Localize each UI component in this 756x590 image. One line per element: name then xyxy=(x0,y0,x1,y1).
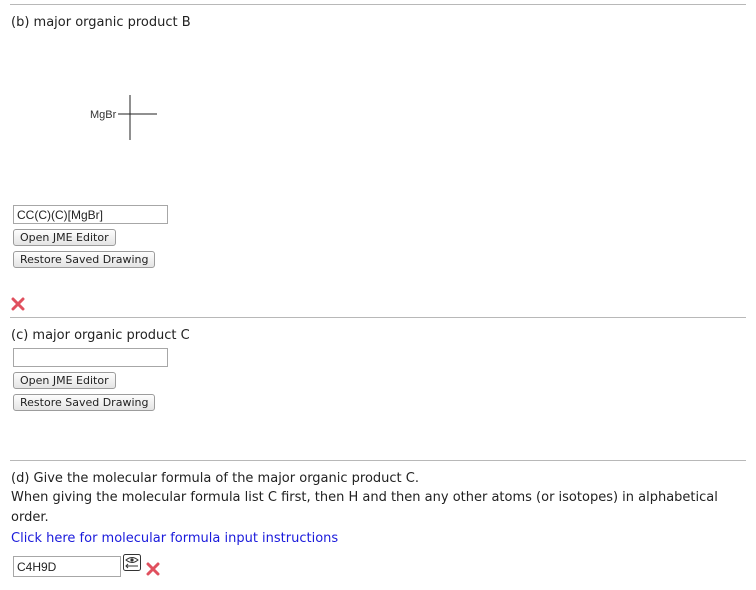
section-d-heading: (d) Give the molecular formula of the major organic product C. xyxy=(11,471,419,486)
red-x-icon xyxy=(146,562,160,576)
formula-help-link[interactable]: Click here for molecular formula input instructions xyxy=(11,531,339,546)
restore-saved-drawing-button-b[interactable]: Restore Saved Drawing xyxy=(13,251,155,268)
smiles-input-b[interactable] xyxy=(13,205,168,224)
molecule-drawing-b xyxy=(85,95,165,145)
smiles-input-c[interactable] xyxy=(13,348,168,367)
section-c-heading: (c) major organic product C xyxy=(11,328,190,343)
molecule-label-mgbr: MgBr xyxy=(90,109,117,121)
molecular-formula-input[interactable] xyxy=(13,556,121,577)
restore-saved-drawing-button-c[interactable]: Restore Saved Drawing xyxy=(13,394,155,411)
red-x-icon xyxy=(11,297,25,311)
eye-preview-icon[interactable] xyxy=(123,554,141,571)
section-d-divider xyxy=(10,460,746,461)
open-jme-editor-button-b[interactable]: Open JME Editor xyxy=(13,229,116,246)
section-b-heading: (b) major organic product B xyxy=(11,15,191,30)
top-divider xyxy=(10,4,746,5)
formula-instruction-text: When giving the molecular formula list C first, then H and then any other atoms (or isotopes) in alphabetical order. xyxy=(11,490,718,525)
open-jme-editor-button-c[interactable]: Open JME Editor xyxy=(13,372,116,389)
section-c-divider xyxy=(10,317,746,318)
